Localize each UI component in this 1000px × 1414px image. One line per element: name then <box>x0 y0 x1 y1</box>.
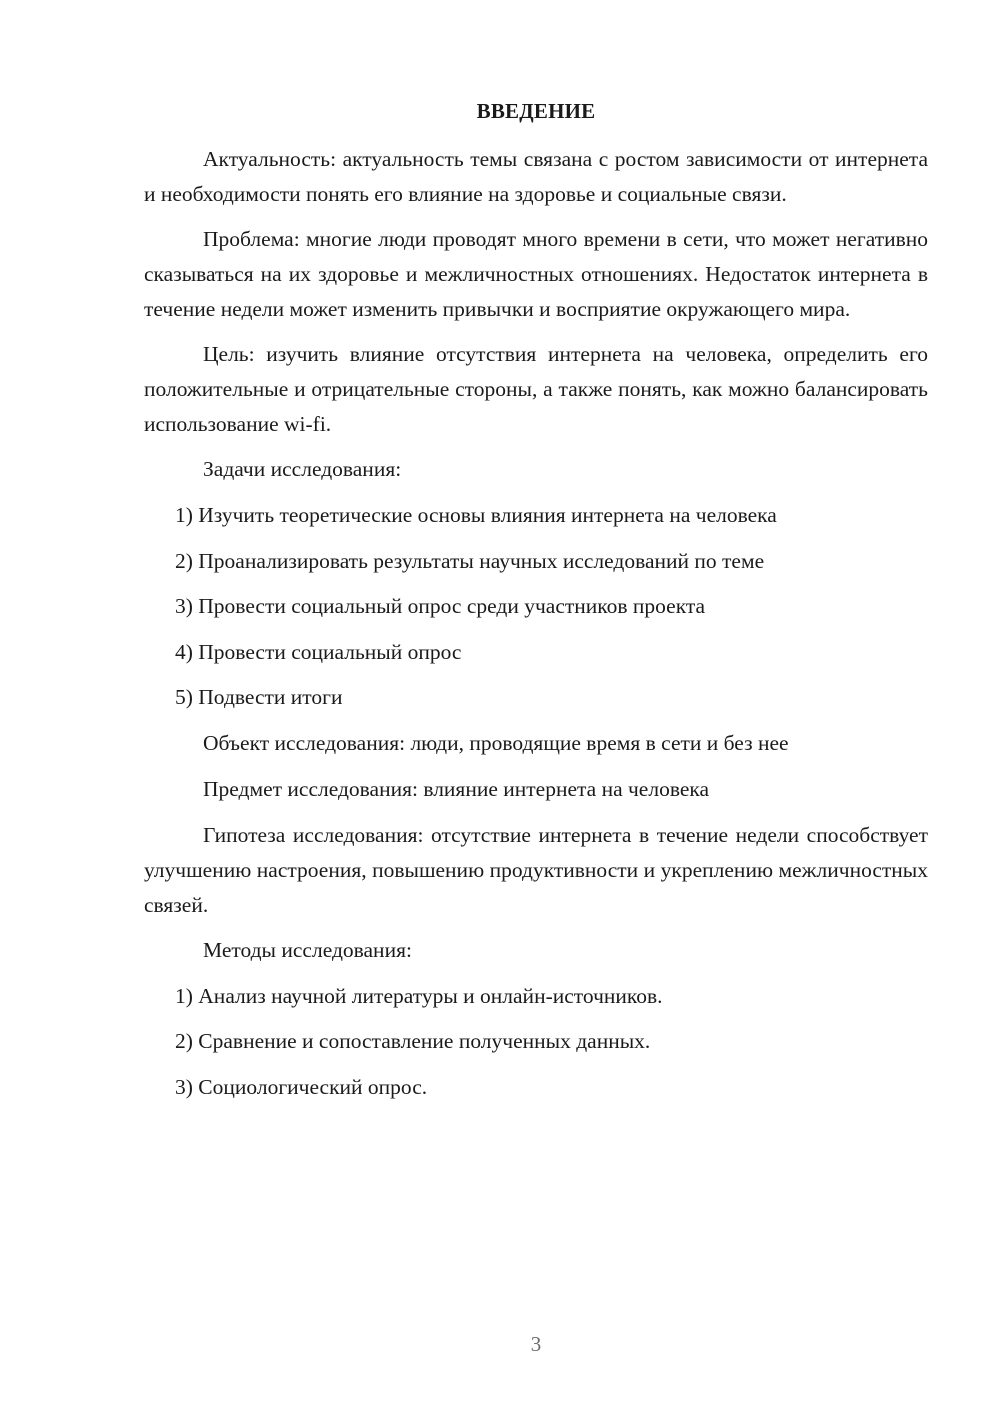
problem-paragraph: Проблема: многие люди проводят много времени в сети, что может негативно сказываться на их здоровье и межличностных отношениях. Недостаток интернета в течение недели может изменить привычки и восприятие окружающего мира. <box>144 227 928 321</box>
hypothesis-paragraph: Гипотеза исследования: отсутствие интернета в течение недели способствует улучшению настроения, повышению продуктивности и укреплению межличностных связей. <box>144 822 928 917</box>
method-item: 1) Анализ научной литературы и онлайн-источников. <box>175 983 663 1008</box>
task-item: 3) Провести социальный опрос среди участников проекта <box>175 594 706 618</box>
method-item: 3) Социологический опрос. <box>175 1074 428 1099</box>
research-subject: Предмет исследования: влияние интернета на человека <box>203 776 710 801</box>
page-title: ВВЕДЕНИЕ <box>476 99 596 123</box>
task-item: 2) Проанализировать результаты научных исследований по теме <box>175 548 765 573</box>
page-content <box>144 94 928 1115</box>
task-item: 4) Провести социальный опрос <box>175 639 462 664</box>
task-item: 1) Изучить теоретические основы влияния интернета на человека <box>175 503 777 527</box>
relevance-paragraph: Актуальность: актуальность темы связана с ростом зависимости от интернета и необходимости понять его влияние на здоровье и социальные связи. <box>144 147 928 206</box>
goal-paragraph: Цель: изучить влияние отсутствия интернета на человека, определить его положительные и отрицательные стороны, а также понять, как можно балансировать использование wi-fi. <box>144 342 928 436</box>
methods-heading: Методы исследования: <box>203 937 412 962</box>
method-item: 2) Сравнение и сопоставление полученных данных. <box>175 1029 651 1053</box>
tasks-heading: Задачи исследования: <box>203 457 402 481</box>
task-item: 5) Подвести итоги <box>175 685 343 709</box>
page-number: 3 <box>530 1332 542 1356</box>
research-object: Объект исследования: люди, проводящие время в сети и без нее <box>203 730 789 755</box>
